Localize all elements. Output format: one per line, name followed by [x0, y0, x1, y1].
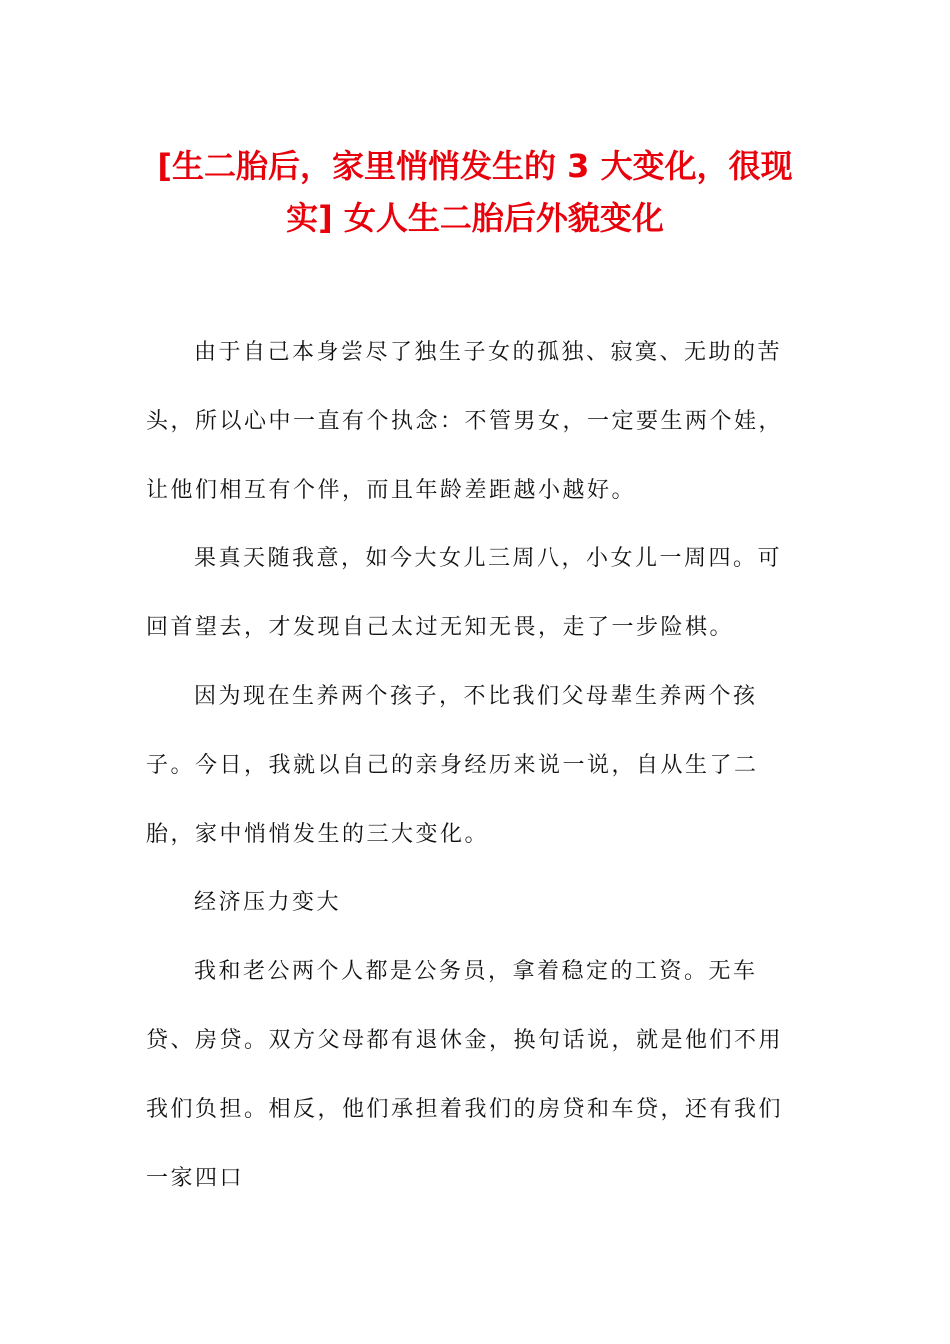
- paragraph-intro: 由于自己本身尝尽了独生子女的孤独、寂寞、无助的苦头，所以心中一直有个执念：不管男女，一定要生两个娃，让他们相互有个伴，而且年龄差距越小越好。: [146, 340, 784, 503]
- paragraph-changes: 因为现在生养两个孩子，不比我们父母辈生养两个孩子。今日，我就以自己的亲身经历来说一说，自从生了二胎，家中悄悄发生的三大变化。: [146, 683, 759, 847]
- section-heading: 经济压力变大: [194, 890, 342, 916]
- paragraph-finances: 我和老公两个人都是公务员，拿着稳定的工资。无车贷、房贷。双方父母都有退休金，换句话说，就是他们不用我们负担。相反，他们承担着我们的房贷和车贷，还有我们一家四口: [146, 959, 784, 1191]
- document-body: [146, 319, 806, 1213]
- document-title: [生二胎后，家里悄悄发生的 3 大变化，很现实] 女人生二胎后外貌变化: [157, 147, 793, 237]
- paragraph-wish: 果真天随我意，如今大女儿三周八，小女儿一周四。可回首望去，才发现自己太过无知无畏，走了一步险棋。: [146, 546, 783, 641]
